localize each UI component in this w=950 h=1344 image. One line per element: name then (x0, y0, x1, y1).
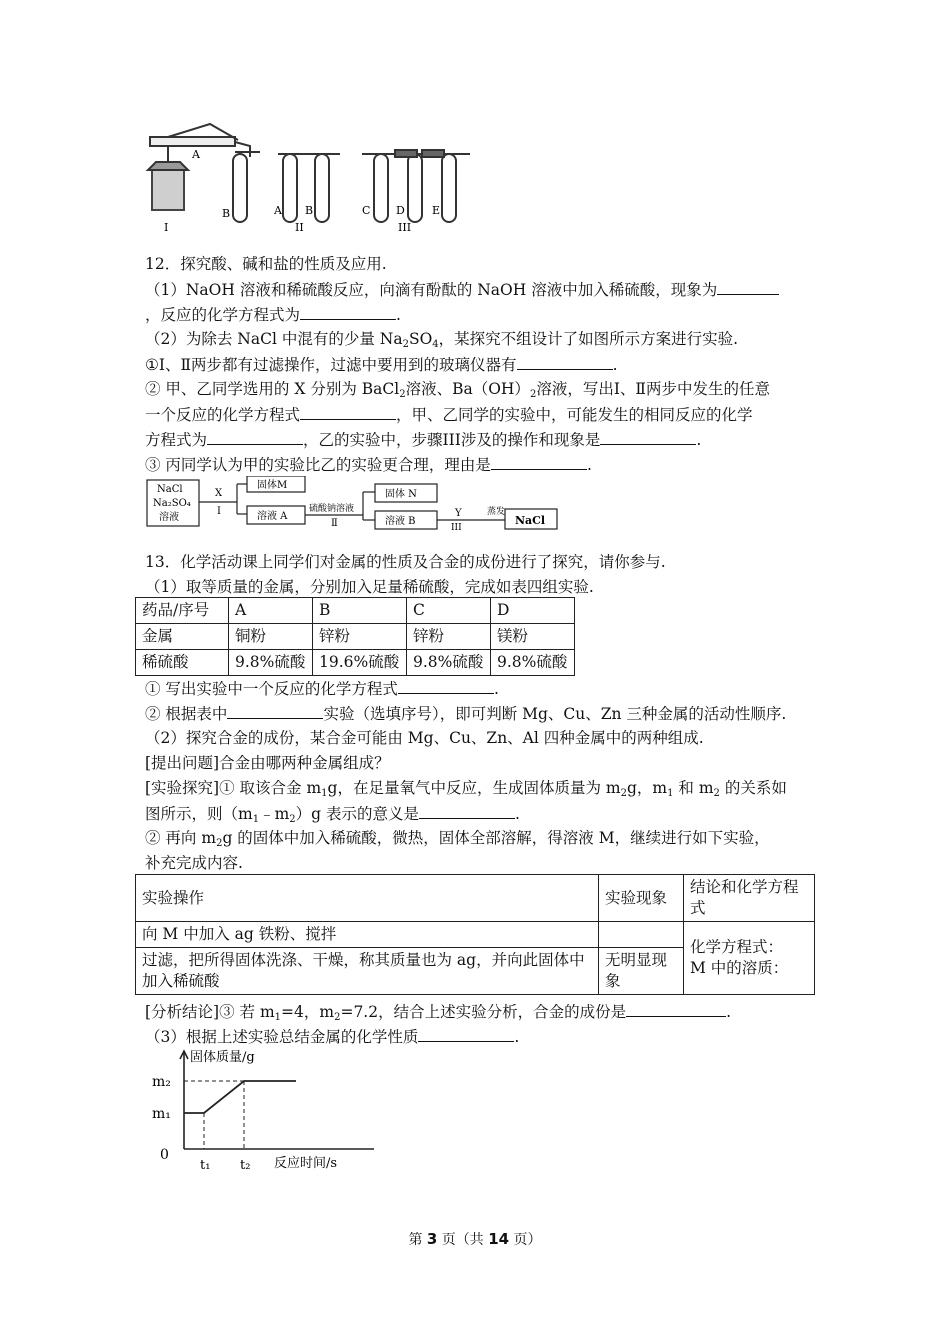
flow-start: NaCl (157, 484, 183, 495)
origin-label: 0 (160, 1147, 169, 1163)
flow-step: III (451, 523, 462, 532)
q13-part3: （3）根据上述实验总结金属的化学性质 . (145, 1028, 520, 1046)
q12-part2: （2）为除去 NaCl 中混有的少量 $Na_2SO_4$，某探究不组设计了如图所示方案进行实验. (145, 330, 739, 350)
table-cell: 铜粉 (229, 624, 313, 650)
answer-blank[interactable] (418, 1026, 514, 1042)
apparatus-label: E (432, 204, 441, 217)
metals-table (135, 597, 575, 676)
stage-label: III (398, 221, 412, 234)
y-tick-label: m₂ (152, 1074, 171, 1090)
q12-sub1: ①Ⅰ、Ⅱ两步都有过滤操作，过滤中要用到的玻璃仪器有 . (145, 356, 618, 374)
page-footer: 第 3 页（共 14 页） (408, 1230, 542, 1248)
table-cell[interactable] (599, 922, 684, 948)
answer-blank[interactable] (517, 354, 613, 370)
stage-label: II (295, 221, 304, 234)
answer-blank[interactable] (227, 703, 323, 719)
table-header: 实验现象 (599, 875, 684, 922)
q13-sub2: ② 根据表中 实验（选填序号），即可判断 Mg、Cu、Zn 三种金属的活动性顺序. (145, 705, 787, 723)
answer-blank[interactable] (300, 404, 396, 420)
table-cell: 锌粉 (406, 624, 490, 650)
q13-part1: （1）取等质量的金属，分别加入足量稀硫酸，完成如表四组实验. (145, 578, 594, 596)
answer-blank[interactable] (207, 429, 303, 445)
stage-label: I (164, 221, 169, 234)
q13-sub1: ① 写出实验中一个反应的化学方程式 . (145, 680, 499, 698)
table-cell: 无明显现象 (599, 948, 684, 995)
table-cell: 镁粉 (490, 624, 574, 650)
conclusion-solute: M 中的溶质： (690, 959, 789, 977)
flow-solution-b: 溶液 B (385, 516, 416, 527)
x-tick-label: t₂ (240, 1158, 251, 1173)
answer-blank[interactable] (491, 454, 587, 470)
q13-explore1: [实验探究]① 取该合金 $m_1g$，在足量氧气中反应，生成固体质量为 $m_2g$，$m_1$ 和 $m_2$ 的关系如 (145, 779, 787, 799)
table-cell: 9.8%硫酸 (229, 650, 313, 676)
separation-flow-diagram (145, 476, 565, 532)
q13-title: 13．化学活动课上同学们对金属的性质及合金的成份进行了探究，请你参与. (145, 553, 666, 571)
table-cell: A (229, 598, 313, 624)
x-tick-label: t₁ (200, 1158, 211, 1173)
table-cell: 9.8%硫酸 (490, 650, 574, 676)
table-cell[interactable] (684, 922, 815, 995)
y-axis-label: 固体质量/g (190, 1050, 255, 1065)
page-total: 14 (488, 1230, 510, 1248)
flow-reagent-y: Y (455, 508, 462, 519)
flow-start: 溶液 (159, 512, 179, 523)
q13-question: [提出问题]合金由哪两种金属组成？ (145, 754, 390, 772)
apparatus-label: A (192, 148, 200, 161)
flow-solid-n: 固体 N (385, 489, 417, 500)
table-cell: 稀硫酸 (136, 650, 229, 676)
q12-part1-cont: ，反应的化学方程式为 . (145, 306, 401, 324)
answer-blank[interactable] (398, 678, 494, 694)
flow-reagent-x: X (215, 488, 223, 499)
q12-sub3: ③ 丙同学认为甲的实验比乙的实验更合理，理由是 . (145, 456, 592, 474)
q12-sub2-cont: 一个反应的化学方程式 ，甲、乙同学的实验中，可能发生的相同反应的化学 (145, 406, 753, 424)
q13-explore2-cont: 补充完成内容. (145, 854, 243, 872)
table-header: 实验操作 (136, 875, 599, 922)
q13-explore2: ② 再向 $m_2g$ 的固体中加入稀硫酸，微热，固体全部溶解，得溶液 M，继续进行如下实验， (145, 829, 770, 849)
table-cell: 锌粉 (313, 624, 407, 650)
flow-start: Na₂SO₄ (153, 498, 191, 509)
apparatus-figure (140, 122, 485, 234)
answer-blank[interactable] (600, 429, 696, 445)
q12-title: 12．探究酸、碱和盐的性质及应用. (145, 255, 387, 273)
answer-blank[interactable] (419, 803, 515, 819)
table-cell: C (406, 598, 490, 624)
table-cell: B (313, 598, 407, 624)
table-cell: 9.8%硫酸 (406, 650, 490, 676)
q12-part1: （1）NaOH 溶液和稀硫酸反应，向滴有酚酞的 NaOH 溶液中加入稀硫酸，现象为 (145, 279, 779, 300)
answer-blank[interactable] (717, 279, 779, 295)
table-cell: 金属 (136, 624, 229, 650)
apparatus-label: B (305, 204, 314, 217)
table-cell: 药品/序号 (136, 598, 229, 624)
y-tick-label: m₁ (152, 1106, 171, 1122)
table-row (136, 922, 815, 948)
page-number: 3 (426, 1230, 438, 1248)
apparatus-label: A (274, 204, 282, 217)
table-row (136, 624, 575, 650)
mass-curve (184, 1081, 296, 1113)
conclusion-equation: 化学方程式： (690, 938, 784, 956)
table-cell: 过滤，把所得固体洗涤、干燥，称其质量也为 ag，并向此固体中加入稀硫酸 (136, 948, 599, 995)
table-header: 结论和化学方程式 (684, 875, 815, 922)
flow-solution-a: 溶液 A (257, 511, 288, 522)
apparatus-label: D (396, 204, 405, 217)
answer-blank[interactable] (300, 304, 396, 320)
table-cell: D (490, 598, 574, 624)
flow-step: Ⅰ (217, 506, 221, 517)
flow-reagent: 硫酸钠溶液 (309, 504, 355, 514)
q13-explore1-cont: 图所示，则$(m_1﹣m_2)g$ 表示的意义是 . (145, 805, 520, 825)
mass-time-chart (148, 1047, 388, 1177)
flow-end: NaCl (515, 514, 546, 527)
table-row (136, 598, 575, 624)
flow-solid-m: 固体M (257, 480, 288, 491)
x-axis-label: 反应时间/s (274, 1156, 338, 1171)
flow-step: Ⅱ (331, 518, 338, 529)
q12-sub2: ② 甲、乙同学选用的 X 分别为 BaCl$_2$溶液、$Ba(OH)_2$溶液，写出Ⅰ、Ⅱ两步中发生的任意 (145, 380, 770, 400)
apparatus-label: C (362, 204, 371, 217)
experiment-table (135, 874, 815, 995)
q12-sub2-cont2: 方程式为 ，乙的实验中，步骤III涉及的操作和现象是 . (145, 431, 702, 449)
flow-evaporate: 蒸发 (487, 507, 506, 517)
table-row (136, 650, 575, 676)
q13-analysis: [分析结论]③ 若 $m_1=4$，$m_2=7.2$，结合上述实验分析，合金的成份是 . (145, 1003, 732, 1023)
answer-blank[interactable] (626, 1001, 726, 1017)
table-row (136, 875, 815, 922)
table-cell: 19.6%硫酸 (313, 650, 407, 676)
apparatus-label: B (222, 207, 231, 220)
table-cell: 向 M 中加入 ag 铁粉、搅拌 (136, 922, 599, 948)
q13-part2: （2）探究合金的成份，某合金可能由 Mg、Cu、Zn、Al 四种金属中的两种组成. (145, 729, 704, 747)
